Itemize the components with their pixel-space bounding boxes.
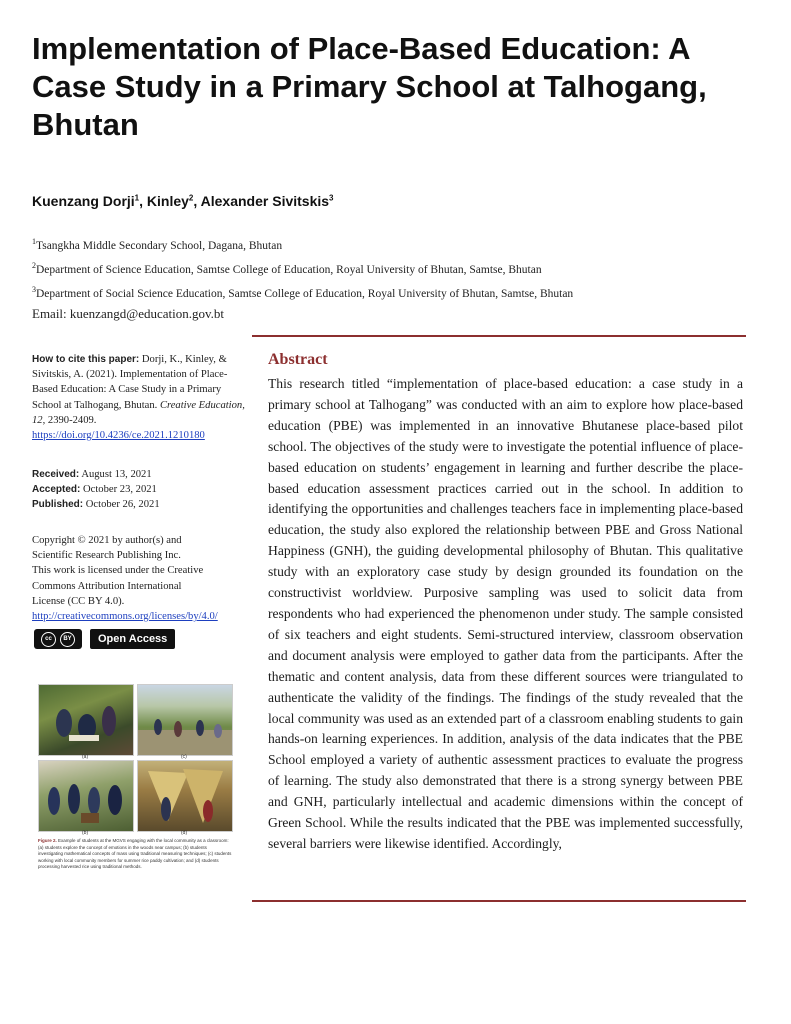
copyright-line: Scientific Research Publishing Inc. xyxy=(32,550,181,562)
figure-image-d xyxy=(138,761,232,831)
figure-label-b: (b) xyxy=(82,830,89,836)
author-name: Alexander Sivitskis xyxy=(200,193,330,209)
received-label: Received: xyxy=(32,469,80,480)
figure-caption-label: Figure 2. xyxy=(38,838,57,843)
copyright-line: This work is licensed under the Creative xyxy=(32,565,204,577)
cc-by-badge[interactable] xyxy=(34,629,82,649)
photo-measuring xyxy=(38,760,134,832)
citation-label: How to cite this paper: xyxy=(32,354,140,365)
accepted-label: Accepted: xyxy=(32,484,81,496)
figure-image-c xyxy=(138,685,232,755)
affiliation-line xyxy=(32,232,573,256)
copyright-line: License (CC BY 4.0). xyxy=(32,595,125,607)
figure-label-d: (d) xyxy=(181,830,188,836)
published-value: October 26, 2021 xyxy=(83,499,160,511)
by-icon: BY xyxy=(60,632,75,647)
figure-caption xyxy=(38,838,232,871)
author-superscript: 3 xyxy=(329,193,334,203)
doi-link[interactable]: https://doi.org/10.4236/ce.2021.1210180 xyxy=(32,430,205,442)
photo-rice-paddy xyxy=(137,684,233,756)
copyright-block xyxy=(32,533,248,624)
author-superscript: 2 xyxy=(188,193,194,203)
photo-rice-processing xyxy=(137,760,233,832)
citation-block xyxy=(32,352,248,443)
received-value: August 13, 2021 xyxy=(79,469,152,480)
abstract-heading: Abstract xyxy=(268,351,328,368)
accepted-value: October 23, 2021 xyxy=(80,484,157,496)
affiliation-superscript: 3 xyxy=(32,284,36,294)
citation-pages: 2390-2409. xyxy=(45,414,97,426)
author-name: Kinley xyxy=(146,193,189,209)
abstract-top-rule xyxy=(252,335,746,337)
citation-text: Dorji, K., Kinley, & Sivitskis, A. (2021). Implementation of Place-Based Education: A Case Study in a Primary School at Talhogang, Bhutan. xyxy=(32,354,228,411)
published-date xyxy=(32,497,248,512)
open-access-badge: Open Access xyxy=(90,629,175,649)
author-superscript: 1 xyxy=(134,193,140,203)
license-link[interactable]: http://creativecommons.org/licenses/by/4.0/ xyxy=(32,611,218,623)
figure-image-b xyxy=(39,761,133,831)
citation-journal: Creative Education, 12, xyxy=(32,399,245,426)
affiliation-text: Department of Social Science Education, Samtse College of Education, Royal University of Bhutan, Samtse, Bhutan xyxy=(36,287,574,300)
affiliation-superscript: 1 xyxy=(32,237,36,246)
accepted-date xyxy=(32,482,248,497)
paper-title: Implementation of Place-Based Education: A Case Study in a Primary School at Talhogang, Bhutan xyxy=(32,31,707,142)
cc-icon: cc xyxy=(41,632,56,647)
affiliation-line xyxy=(32,280,573,304)
received-date xyxy=(32,467,248,482)
figure-label-a: (a) xyxy=(82,754,89,760)
affiliation-text: Department of Science Education, Samtse College of Education, Royal University of Bhutan, Samtse, Bhutan xyxy=(36,263,542,276)
published-label: Published: xyxy=(32,499,84,511)
figure-label-c: (c) xyxy=(181,754,187,760)
author-name: Kuenzang Dorji xyxy=(32,193,135,209)
license-badges xyxy=(34,629,175,649)
affiliations xyxy=(32,232,573,323)
abstract-body: This research titled “implementation of place-based education: a case study in a primary school at Talhogang” was conducted with an aim to explore how place-based education (PBE) was implemented in an innovative Bhutanese place-based pilot school. The objectives of the study were to investigate the potential influence of place-based education on students’ engagement in learning and further describe the place-based education assessment practices carried out in the school. In addition to identifying the opportunities and challenges teachers face in implementing place-based education, the study also explored the relationship between PBE and Gross National Happiness (GNH), the guiding developmental philosophy of Bhutan. This qualitative study with an exploratory case study by design grounded its foundation on the constructivist worldview. Purposive sampling was used to solicit data from respondents who had experienced the phenomenon under study. The sample consisted of six teachers and eight students. Semi-structured interview, classroom observation and document analysis were employed to gather data from the participants. After the thematic and content analysis, data from these different sources were triangulated to authenticate the validity of the findings. The findings of the study revealed that the local community was used as an extended part of a classroom enabling students to gain hands-on learning experiences. In addition, analysis of the data indicates that the PBE School employed a variety of authentic assessment practices to evaluate the progress of learning. The study also demonstrated that there is a strong synergy between PBE and GNH, particularly intellectual and academic dimensions within the concept of Green School. While the results indicated that the PBE was implemented successfully, several barriers were likewise identified. Accordingly, xyxy=(268,376,743,851)
affiliation-text: Tsangkha Middle Secondary School, Dagana, Bhutan xyxy=(36,239,283,252)
dates-block xyxy=(32,467,248,513)
photo-students-woods xyxy=(38,684,134,756)
author-email: Email: kuenzangd@education.gov.bt xyxy=(32,306,224,322)
copyright-line: Commons Attribution International xyxy=(32,580,182,592)
figure-image-a xyxy=(39,685,133,755)
abstract-bottom-rule xyxy=(252,900,746,902)
copyright-line: Copyright © 2021 by author(s) and xyxy=(32,535,182,546)
figure-caption-text: Example of students at the MGVS engaging with the local community as a classroom: (a) students explore the concept of emotions in the woods near campus; (b) students investigating mathematical concepts of mass using traditional measuring techniques; (c) students working with local community members for summer rice paddy cultivation; and (d) students processing harvested rice using traditional methods. xyxy=(38,838,232,869)
affiliation-line xyxy=(32,256,573,280)
author-list: Kuenzang Dorji$^1$, Kinley$^2$, Alexander Sivitskis$^3$ xyxy=(32,193,334,209)
affiliation-superscript: 2 xyxy=(32,260,36,270)
